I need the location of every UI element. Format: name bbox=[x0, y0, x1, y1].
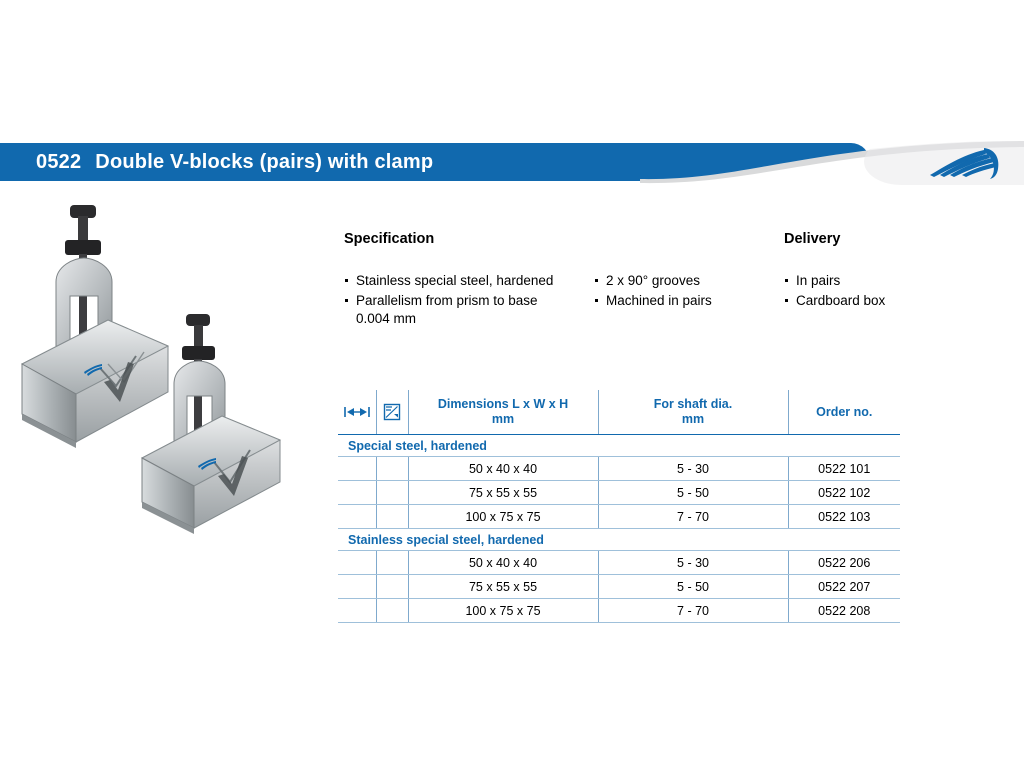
group-label: Special steel, hardened bbox=[338, 435, 900, 457]
row-icon-2 bbox=[376, 575, 408, 599]
cell-shaft: 5 - 30 bbox=[598, 551, 788, 575]
cell-dimensions: 75 x 55 x 55 bbox=[408, 481, 598, 505]
cell-order-no[interactable]: 0522 208 bbox=[788, 599, 900, 623]
list-item: Machined in pairs bbox=[594, 292, 784, 311]
header-icon-1-cell bbox=[338, 390, 376, 435]
header-dimensions-label: Dimensions L x W x H bbox=[437, 397, 569, 411]
header-shaft-label: For shaft dia. bbox=[653, 397, 733, 411]
list-item: Parallelism from prism to base 0.004 mm bbox=[344, 292, 554, 329]
cell-shaft: 7 - 70 bbox=[598, 505, 788, 529]
list-item: Cardboard box bbox=[784, 292, 984, 311]
table-row[interactable] bbox=[338, 457, 900, 481]
table-row[interactable] bbox=[338, 505, 900, 529]
accuracy-icon bbox=[377, 390, 408, 434]
table-row[interactable] bbox=[338, 575, 900, 599]
delivery-heading: Delivery bbox=[784, 231, 841, 247]
delivery-list bbox=[784, 272, 984, 311]
page-header-banner bbox=[0, 143, 1024, 185]
cell-order-no[interactable]: 0522 101 bbox=[788, 457, 900, 481]
row-icon-2 bbox=[376, 457, 408, 481]
row-icon-1 bbox=[338, 481, 376, 505]
header-icon-2-cell bbox=[376, 390, 408, 435]
row-icon-1 bbox=[338, 505, 376, 529]
cell-shaft: 5 - 50 bbox=[598, 481, 788, 505]
header-order-no bbox=[788, 390, 900, 435]
cell-dimensions: 50 x 40 x 40 bbox=[408, 551, 598, 575]
page-title-text: Double V-blocks (pairs) with clamp bbox=[95, 151, 434, 173]
manufacturer-logo-icon bbox=[922, 145, 1002, 181]
list-item: In pairs bbox=[784, 272, 984, 291]
product-variants-table bbox=[338, 390, 900, 623]
table-row[interactable] bbox=[338, 551, 900, 575]
cell-order-no[interactable]: 0522 207 bbox=[788, 575, 900, 599]
table-group-row bbox=[338, 435, 900, 457]
specification-list-secondary bbox=[594, 272, 784, 311]
table-row[interactable] bbox=[338, 599, 900, 623]
row-icon-2 bbox=[376, 481, 408, 505]
table-header-row bbox=[338, 390, 900, 435]
cell-shaft: 5 - 30 bbox=[598, 457, 788, 481]
list-item: 2 x 90° grooves bbox=[594, 272, 784, 291]
header-shaft bbox=[598, 390, 788, 435]
cell-dimensions: 100 x 75 x 75 bbox=[408, 505, 598, 529]
table-row[interactable] bbox=[338, 481, 900, 505]
row-icon-1 bbox=[338, 551, 376, 575]
row-icon-1 bbox=[338, 599, 376, 623]
row-icon-2 bbox=[376, 505, 408, 529]
cell-shaft: 5 - 50 bbox=[598, 575, 788, 599]
measuring-range-icon bbox=[338, 390, 376, 434]
header-dimensions bbox=[408, 390, 598, 435]
row-icon-1 bbox=[338, 457, 376, 481]
group-label: Stainless special steel, hardened bbox=[338, 529, 900, 551]
row-icon-2 bbox=[376, 599, 408, 623]
cell-order-no[interactable]: 0522 103 bbox=[788, 505, 900, 529]
product-photo bbox=[8, 196, 308, 536]
specification-list-primary bbox=[344, 272, 554, 330]
list-item: Stainless special steel, hardened bbox=[344, 272, 554, 291]
row-icon-2 bbox=[376, 551, 408, 575]
header-shaft-unit: mm bbox=[681, 412, 705, 426]
page-title bbox=[36, 151, 433, 174]
header-order-label: Order no. bbox=[816, 404, 873, 419]
cell-dimensions: 50 x 40 x 40 bbox=[408, 457, 598, 481]
table-group-row bbox=[338, 529, 900, 551]
product-code: 0522 bbox=[36, 151, 82, 173]
specification-heading: Specification bbox=[344, 231, 435, 247]
cell-order-no[interactable]: 0522 102 bbox=[788, 481, 900, 505]
header-dimensions-unit: mm bbox=[491, 412, 515, 426]
cell-dimensions: 100 x 75 x 75 bbox=[408, 599, 598, 623]
cell-dimensions: 75 x 55 x 55 bbox=[408, 575, 598, 599]
cell-order-no[interactable]: 0522 206 bbox=[788, 551, 900, 575]
cell-shaft: 7 - 70 bbox=[598, 599, 788, 623]
row-icon-1 bbox=[338, 575, 376, 599]
